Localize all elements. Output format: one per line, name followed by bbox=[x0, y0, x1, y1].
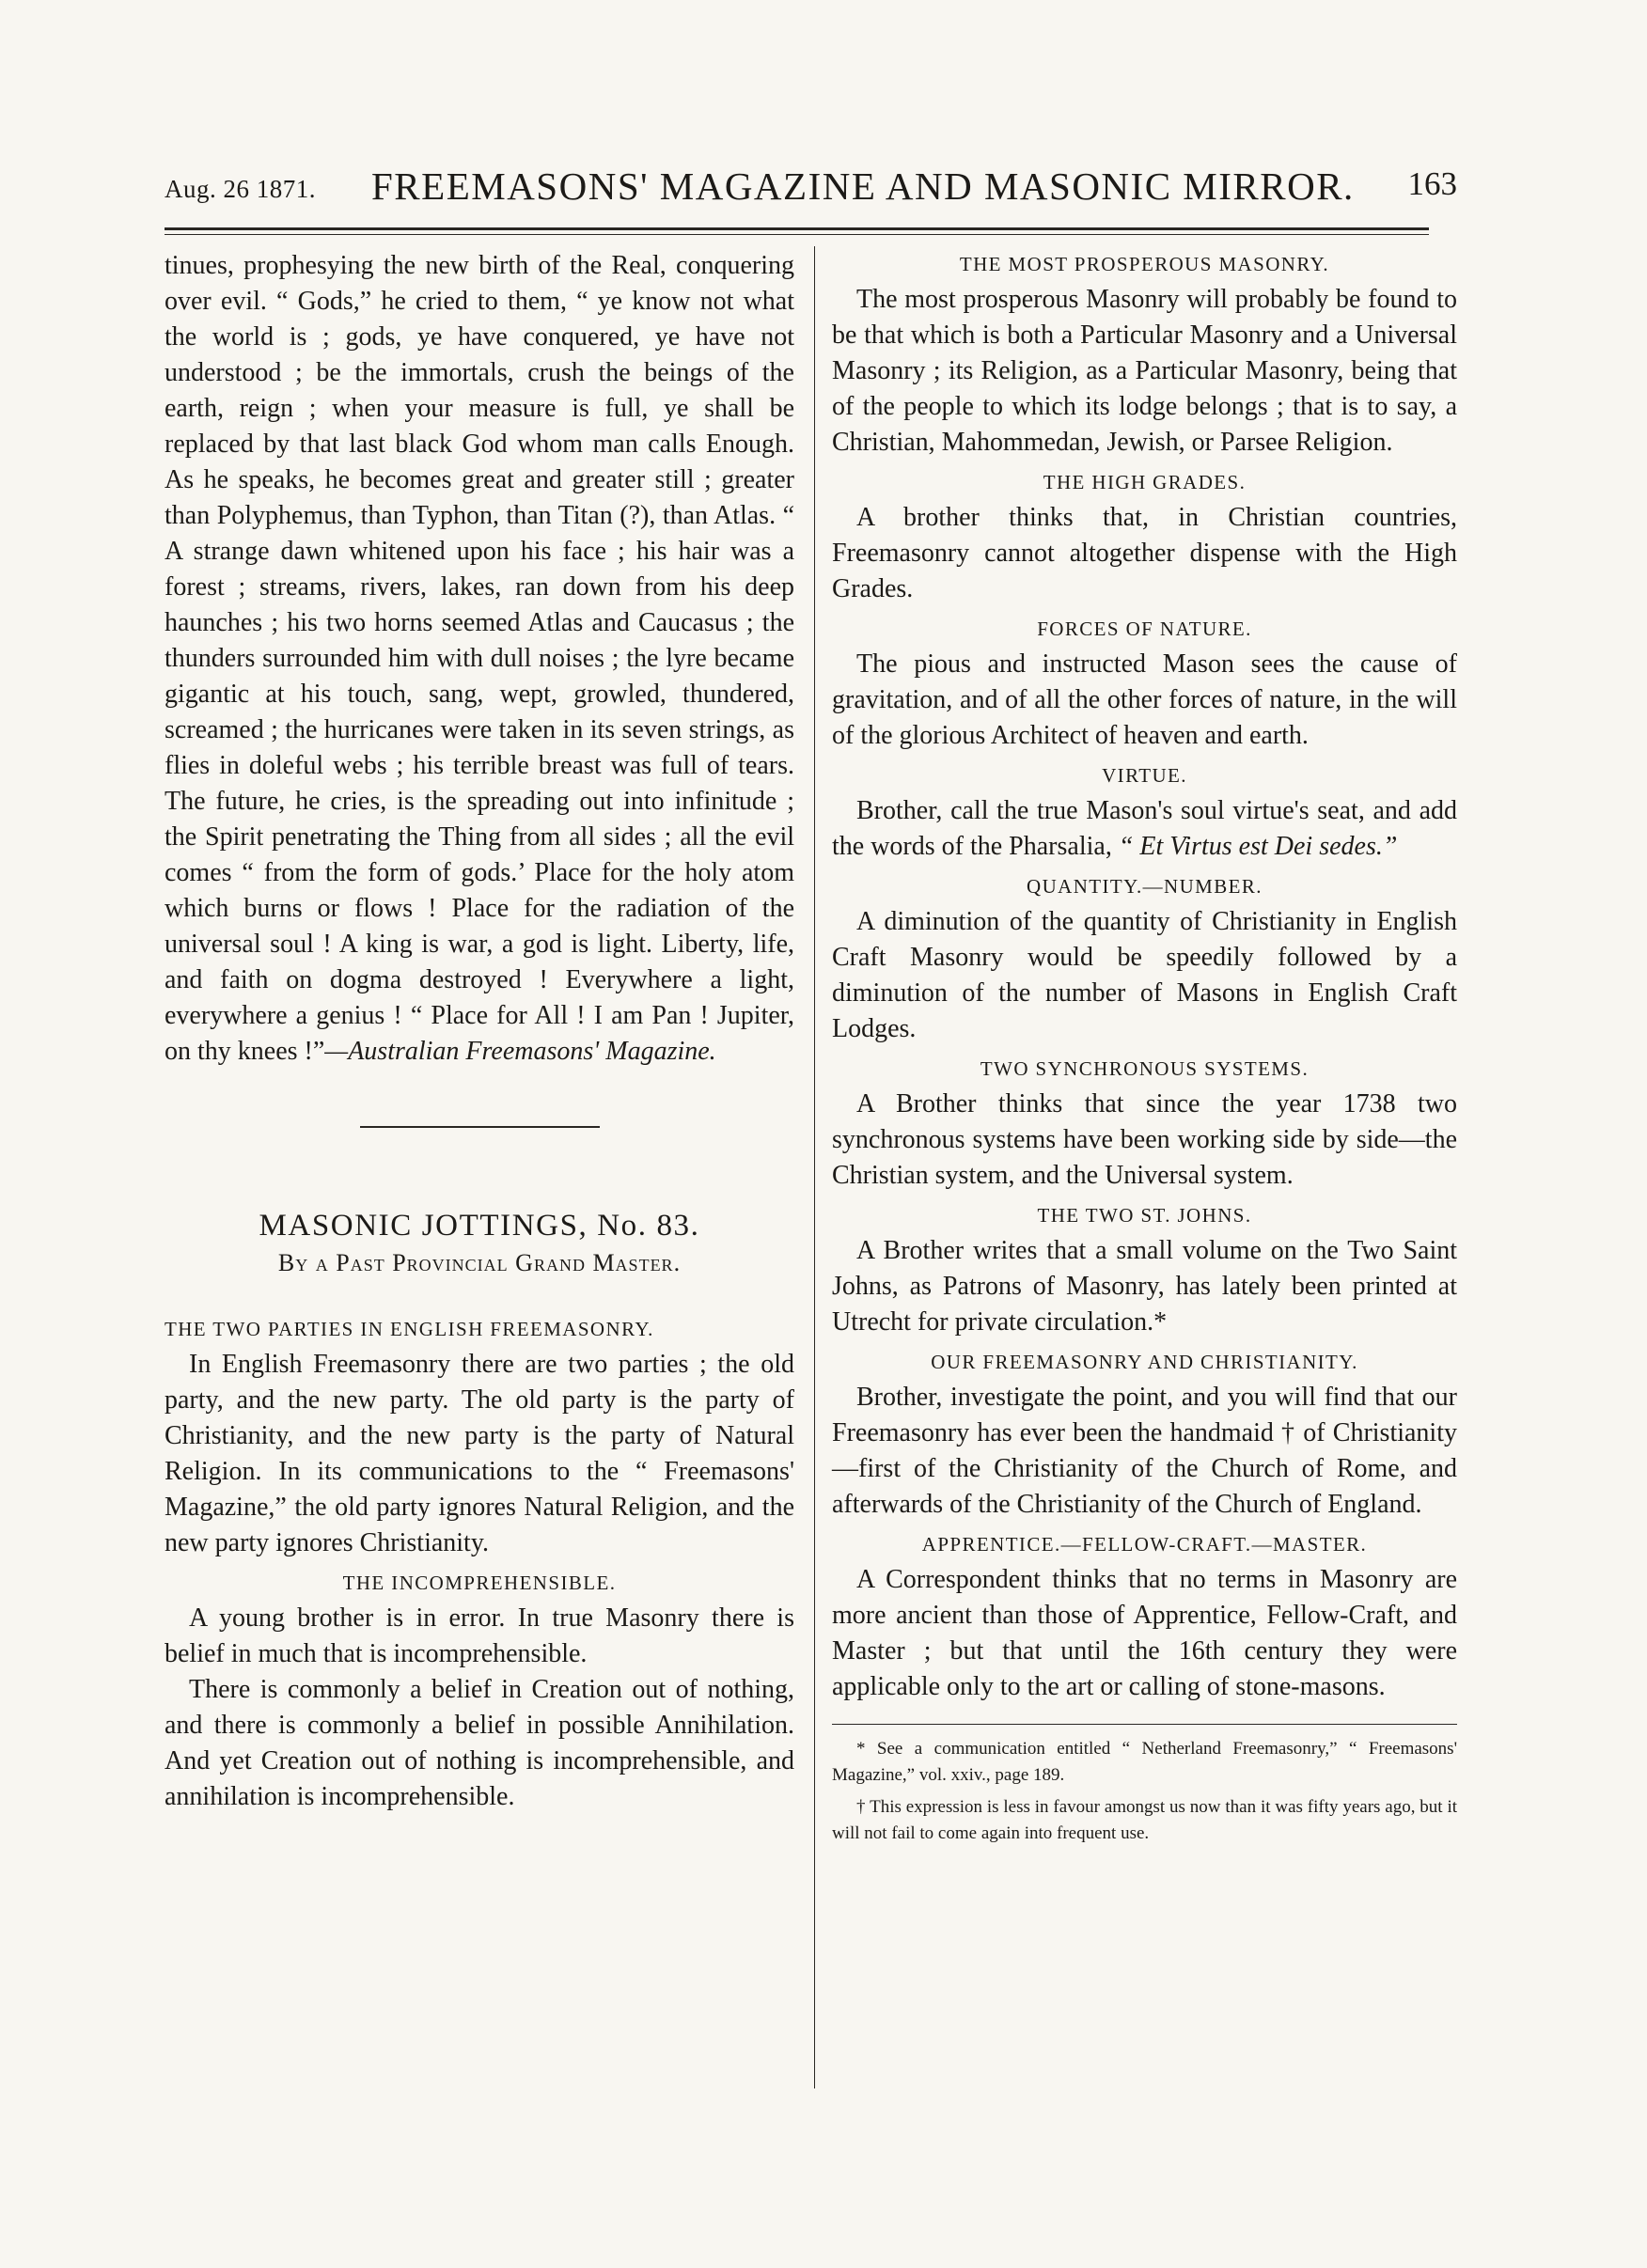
section-body: There is commonly a belief in Creation out of nothing, and there is commonly a belief in possible Annihilation. And yet Creation out of nothing is incomprehensible, and annihilation is incomprehensible. bbox=[165, 1675, 794, 1811]
left-column bbox=[165, 248, 794, 1815]
latin-quote: “ Et Virtus est Dei sedes.” bbox=[1118, 832, 1398, 861]
footnote-rule bbox=[832, 1724, 1457, 1725]
right-column bbox=[832, 248, 1457, 1847]
section-body: A Brother writes that a small volume on the Two Saint Johns, as Patrons of Masonry, has lately been printed at Utrecht for private circulation.* bbox=[832, 1236, 1457, 1337]
section-heading: TWO SYNCHRONOUS SYSTEMS. bbox=[980, 1057, 1310, 1080]
source-attribution: —Australian Freemasons' Magazine. bbox=[324, 1037, 716, 1066]
section-heading: THE MOST PROSPEROUS MASONRY. bbox=[959, 253, 1330, 275]
section-body: A diminution of the quantity of Christianity in English Craft Masonry would be speedily followed by a diminution of the number of Masons in English Craft Lodges. bbox=[832, 907, 1457, 1043]
section-body: A Correspondent thinks that no terms in Masonry are more ancient than those of Apprentice, Fellow-Craft, and Master ; but that until the 16th century they were applicable only to the art or calling of stone-masons. bbox=[832, 1565, 1457, 1701]
section-divider bbox=[360, 1126, 600, 1128]
section-body: The most prosperous Masonry will probably be found to be that which is both a Particular Masonry and a Universal Masonry ; its Religion, as a Particular Masonry, being that of the people to which its lodge belongs ; that is to say, a Christian, Mahommedan, Jewish, or Parsee Religion. bbox=[832, 285, 1457, 457]
issue-date: Aug. 26 1871. bbox=[165, 175, 316, 203]
footnote: † This expression is less in favour amongst us now than it was fifty years ago, but it will not fail to come again into frequent use. bbox=[832, 1797, 1457, 1843]
section-heading: OUR FREEMASONRY AND CHRISTIANITY. bbox=[931, 1351, 1358, 1373]
section-heading: FORCES OF NATURE. bbox=[1037, 618, 1252, 640]
virtue-text: Brother, call the true Mason's soul virtue's seat, and add the words of the Pharsalia, bbox=[832, 796, 1457, 861]
section-heading: THE INCOMPREHENSIBLE. bbox=[342, 1572, 617, 1594]
section-heading: THE TWO PARTIES IN ENGLISH FREEMASONRY. bbox=[165, 1318, 654, 1340]
article-byline: By a Past Provincial Grand Master. bbox=[277, 1249, 682, 1276]
section-body: A Brother thinks that since the year 1738 two synchronous systems have been working side by side—the Christian system, and the Universal system. bbox=[832, 1089, 1457, 1190]
continued-text bbox=[165, 248, 794, 1070]
section-heading: VIRTUE. bbox=[1102, 764, 1187, 787]
section-body: Brother, investigate the point, and you will find that our Freemasonry has ever been the handmaid † of Christianity—first of the Christianity of the Church of Rome, and afterwards of the Christianity of the Church of England. bbox=[832, 1383, 1457, 1519]
running-head bbox=[165, 158, 1457, 214]
section-heading: THE HIGH GRADES. bbox=[1043, 471, 1247, 493]
column-divider bbox=[814, 246, 815, 2088]
header-rule-thick bbox=[165, 227, 1429, 230]
section-body: A brother thinks that, in Christian countries, Freemasonry cannot altogether dispense with the High Grades. bbox=[832, 503, 1457, 603]
section-body: A young brother is in error. In true Masonry there is belief in much that is incomprehensible. bbox=[165, 1603, 794, 1668]
header-rule-thin bbox=[165, 234, 1429, 235]
section-heading: THE TWO ST. JOHNS. bbox=[1037, 1204, 1252, 1227]
page-number: 163 bbox=[1407, 165, 1457, 202]
article-title: MASONIC JOTTINGS, No. 83. bbox=[259, 1209, 700, 1243]
section-body bbox=[832, 793, 1457, 865]
magazine-title: FREEMASONS' MAGAZINE AND MASONIC MIRROR. bbox=[371, 164, 1355, 208]
continued-paragraph: tinues, prophesying the new birth of the Real, conquering over evil. “ Gods,” he cried to them, “ ye know not what the world is ; gods, ye have conquered, ye have not understood ; be the immortals, crush the beings of the earth, reign ; when your measure is full, ye shall be replaced by that last black God whom man calls Enough. As he speaks, he becomes great and greater still ; greater than Polyphemus, than Typhon, than Titan (?), than Atlas. “ A strange dawn whitened upon his face ; his hair was a forest ; streams, rivers, lakes, ran down from his deep haunches ; his two horns seemed Atlas and Caucasus ; the thunders surrounded him with dull noises ; the lyre became gigantic at his touch, sang, wept, growled, thundered, screamed ; the hurricanes were taken in its seven strings, as flies in doleful webs ; his terrible breast was full of tears. The future, he cries, is the spreading out into infinitude ; the Spirit penetrating the Thing from all sides ; all the evil comes “ from the form of gods.’ Place for the holy atom which burns or flows ! Place for the radiation of the universal soul ! A king is war, a god is light. Liberty, life, and faith on dogma destroyed ! Everywhere a light, everywhere a genius ! “ Place for All ! I am Pan ! Jupiter, on thy knees !” bbox=[165, 251, 794, 1066]
footnote: * See a communication entitled “ Netherland Freemasonry,” “ Freemasons' Magazine,” vol. xxiv., page 189. bbox=[832, 1739, 1457, 1785]
section-body: In English Freemasonry there are two parties ; the old party, and the new party. The old party is the party of Christianity, and the new party is the party of Natural Religion. In its communications to the “ Freemasons' Magazine,” the old party ignores Natural Religion, and the new party ignores Christianity. bbox=[165, 1350, 794, 1557]
section-body: The pious and instructed Mason sees the cause of gravitation, and of all the other forces of nature, in the will of the glorious Architect of heaven and earth. bbox=[832, 649, 1457, 750]
section-heading: APPRENTICE.—FELLOW-CRAFT.—MASTER. bbox=[921, 1533, 1368, 1556]
section-heading: QUANTITY.—NUMBER. bbox=[1027, 875, 1263, 898]
